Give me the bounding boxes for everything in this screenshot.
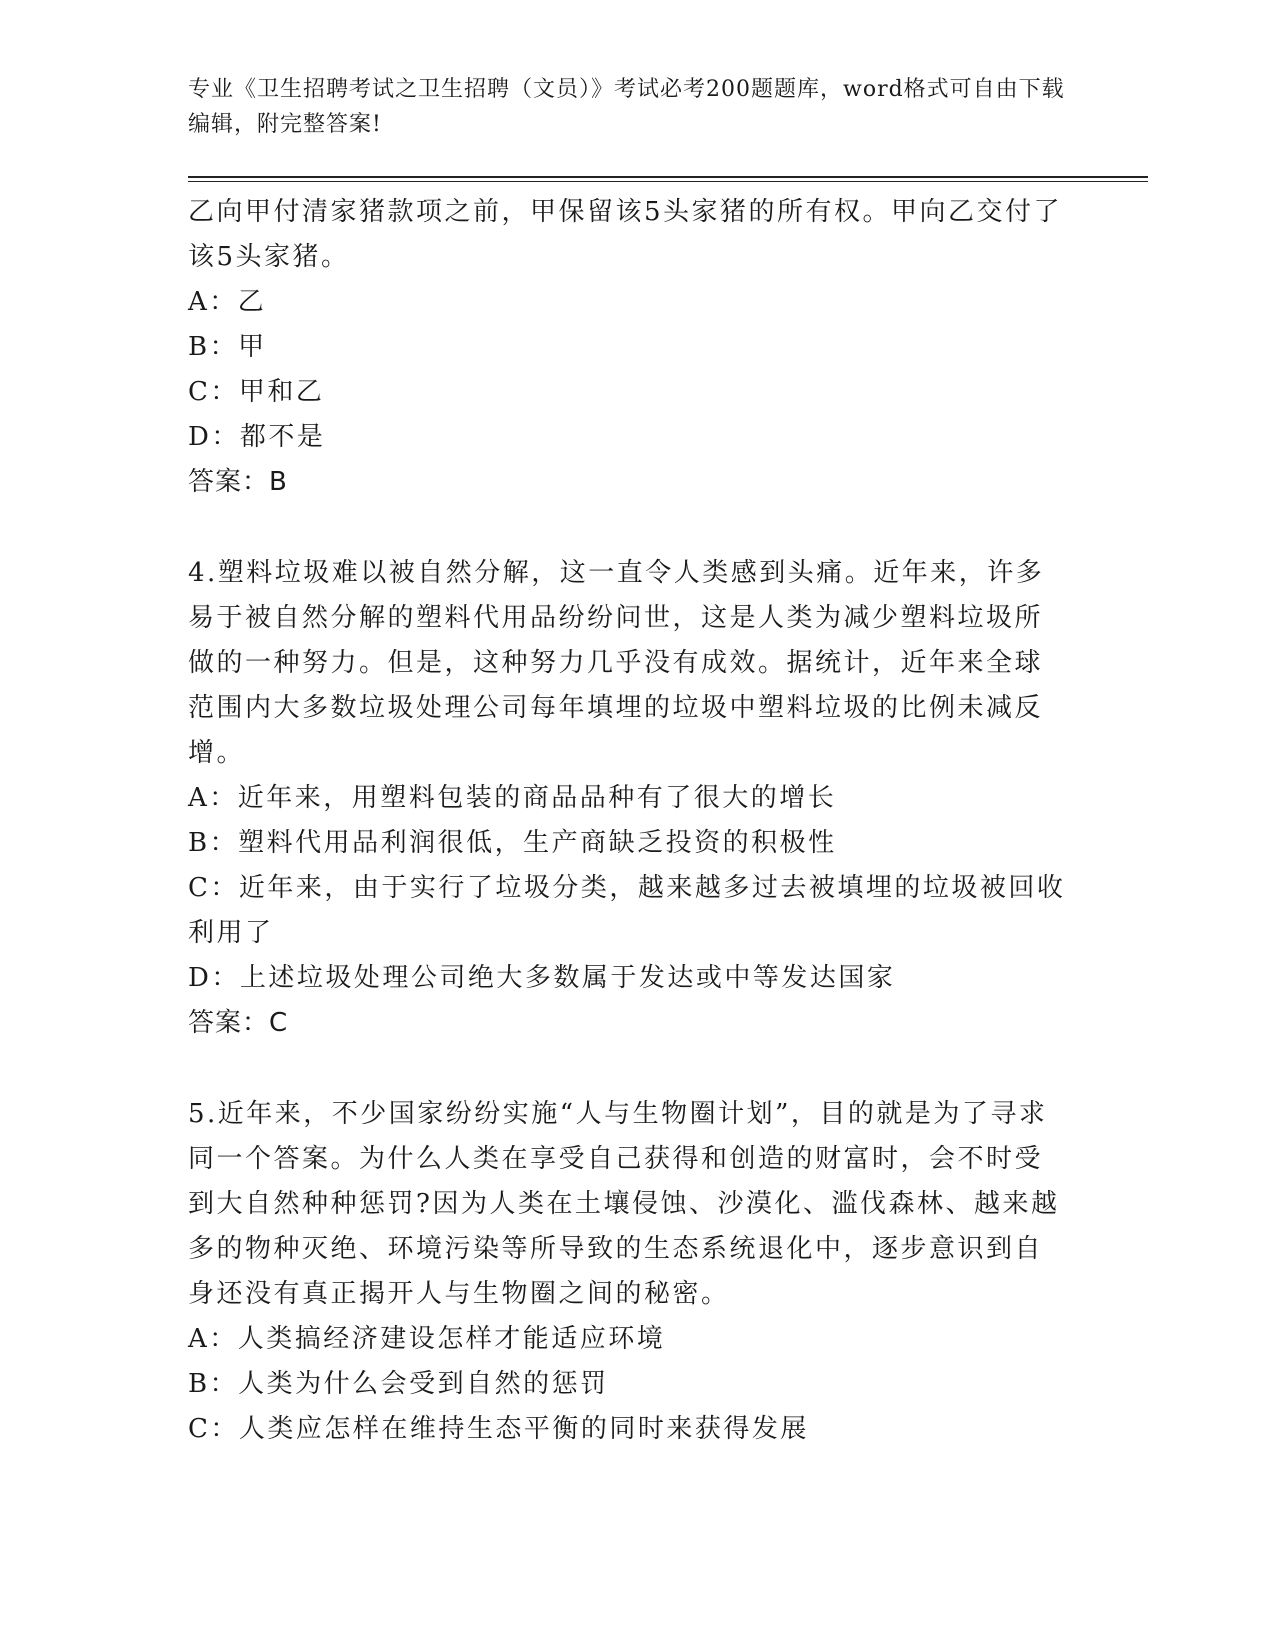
option-a: A：近年来，用塑料包装的商品品种有了很大的增长	[188, 783, 837, 813]
question-stem: 乙向甲付清家猪款项之前，甲保留该5头家猪的所有权。甲向乙交付了该5头家猪。	[188, 197, 1063, 272]
answer-line: 答案：B	[188, 467, 288, 497]
option-d: D：都不是	[188, 422, 326, 452]
question-5	[188, 1092, 1068, 1452]
option-b: B：塑料代用品利润很低，生产商缺乏投资的积极性	[188, 828, 837, 858]
option-b: B：甲	[188, 332, 267, 362]
option-a: A：乙	[188, 287, 267, 317]
option-d: D：上述垃圾处理公司绝大多数属于发达或中等发达国家	[188, 963, 896, 993]
answer-line: 答案：C	[188, 1008, 289, 1038]
page-header: 专业《卫生招聘考试之卫生招聘（文员）》考试必考200题题库，word格式可自由下载编辑，附完整答案!	[188, 77, 1065, 137]
header-rule-thick	[188, 176, 1148, 178]
header-rule-thin	[188, 181, 1148, 182]
question-4	[188, 551, 1068, 1046]
spacer	[188, 1046, 1068, 1092]
option-b: B：人类为什么会受到自然的惩罚	[188, 1369, 609, 1399]
question-stem: 5.近年来，不少国家纷纷实施“人与生物圈计划”，目的就是为了寻求同一个答案。为什么人类在享受自己获得和创造的财富时，会不时受到大自然种种惩罚?因为人类在土壤侵蚀、沙漠化、滥伐森林、越来越多的物种灭绝、环境污染等所导致的生态系统退化中，逐步意识到自身还没有真正揭开人与生物圈之间的秘密。	[188, 1099, 1060, 1309]
option-a: A：人类搞经济建设怎样才能适应环境	[188, 1324, 666, 1354]
question-content	[188, 190, 1068, 1452]
option-c: C：人类应怎样在维持生态平衡的同时来获得发展	[188, 1414, 809, 1444]
question-3	[188, 190, 1068, 505]
option-c: C：近年来，由于实行了垃圾分类，越来越多过去被填埋的垃圾被回收利用了	[188, 873, 1066, 948]
question-stem: 4.塑料垃圾难以被自然分解，这一直令人类感到头痛。近年来，许多易于被自然分解的塑料代用品纷纷问世，这是人类为减少塑料垃圾所做的一种努力。但是，这种努力几乎没有成效。据统计，近年来全球范围内大多数垃圾处理公司每年填埋的垃圾中塑料垃圾的比例未减反增。	[188, 558, 1045, 768]
spacer	[188, 505, 1068, 551]
option-c: C：甲和乙	[188, 377, 325, 407]
